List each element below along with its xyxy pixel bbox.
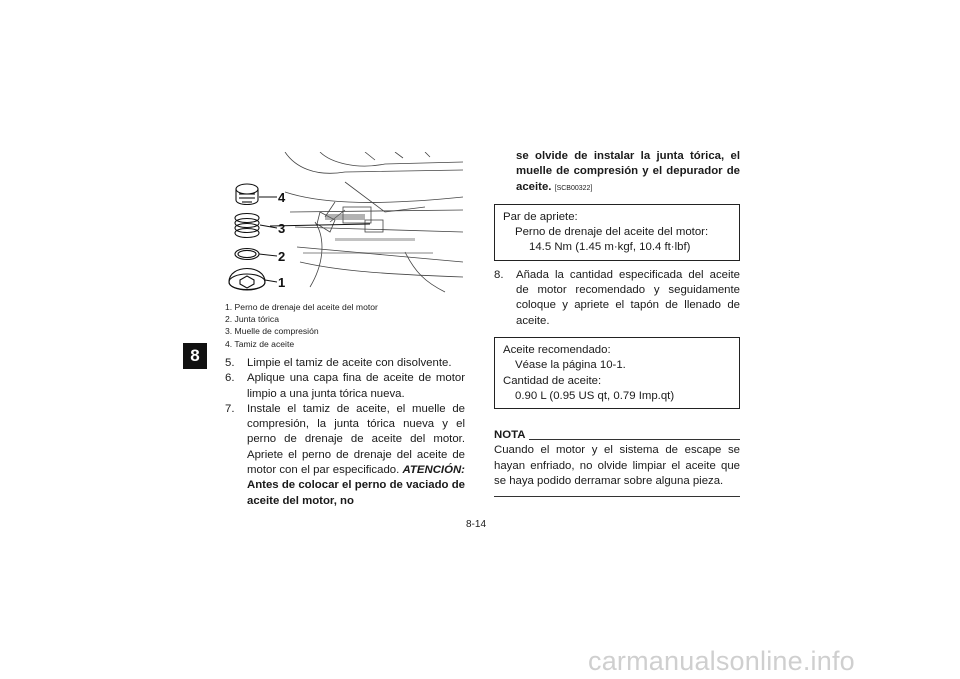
step-text: Aplique una capa fina de aceite de motor limpio a una junta tórica nueva. — [247, 372, 465, 400]
watermark: carmanualsonline.info — [588, 646, 855, 676]
oil-qty-label: Cantidad de aceite: — [503, 374, 602, 387]
callout-4: 4 — [278, 190, 286, 205]
warning-code: [SCB00322] — [554, 184, 593, 192]
nota-rule — [529, 439, 740, 440]
drain-bolt-illustration — [225, 152, 463, 296]
oil-ref: Véase la página 10-1. — [515, 359, 626, 372]
step-6 — [225, 371, 465, 402]
step-7 — [225, 402, 465, 509]
nota-end-rule — [494, 496, 740, 497]
nota-label: NOTA — [494, 429, 526, 442]
torque-title: Par de apriete: — [503, 210, 578, 223]
caption-4: 4. Tamiz de aceite — [225, 338, 295, 349]
oil-qty-value: 0.90 L (0.95 US qt, 0.79 Imp.qt) — [515, 389, 675, 402]
torque-spec-box — [494, 204, 740, 261]
oil-title: Aceite recomendado: — [503, 343, 611, 356]
right-column — [494, 149, 740, 497]
callout-2: 2 — [278, 249, 286, 264]
step-text: Limpie el tamiz de aceite con disolvente. — [247, 357, 452, 369]
step-number: 8. — [494, 268, 504, 281]
step-number: 7. — [225, 402, 235, 415]
figure-captions — [225, 301, 378, 350]
torque-item: Perno de drenaje del aceite del motor: — [515, 226, 709, 239]
oil-spec-box — [494, 337, 740, 409]
caption-2: 2. Junta tórica — [225, 314, 279, 325]
chapter-tab: 8 — [183, 343, 207, 369]
warning-text-continued: se olvide de instalar la junta tórica, el muelle de compresión y el depurador de aceite. [SCB00322] — [516, 150, 740, 193]
page-number: 8-14 — [466, 519, 487, 530]
torque-value: 14.5 Nm (1.45 m·kgf, 10.4 ft·lbf) — [529, 241, 691, 254]
caption-3: 3. Muelle de compresión — [225, 326, 319, 337]
step-text: Añada la cantidad especificada del aceite de motor recomendado y seguidamente coloque y apriete el tapón de llenado de aceite. — [516, 268, 740, 327]
step-text: Instale el tamiz de aceite, el muelle de compresión, la junta tórica nueva y el perno de drenaje de aceite del motor. Apriete el perno de drenaje del aceite de motor con el par especificado. — [247, 402, 465, 477]
left-column — [225, 356, 465, 509]
nota-text: Cuando el motor y el sistema de escape se hayan enfriado, no olvide limpiar el aceite que se haya podido derramar sobre alguna pieza. — [494, 444, 740, 488]
step-8 — [494, 268, 740, 329]
step-5 — [225, 356, 465, 371]
caption-1: 1. Perno de drenaje del aceite del motor — [225, 302, 378, 312]
step-number: 5. — [225, 357, 235, 369]
warning-text-start: Antes de colocar el perno de vaciado de aceite del motor, no — [247, 479, 465, 507]
callout-1: 1 — [278, 275, 286, 290]
callout-3: 3 — [278, 221, 286, 236]
step-number: 6. — [225, 372, 235, 385]
nota-heading — [494, 428, 740, 443]
warning-label: ATENCIÓN: — [402, 464, 465, 477]
